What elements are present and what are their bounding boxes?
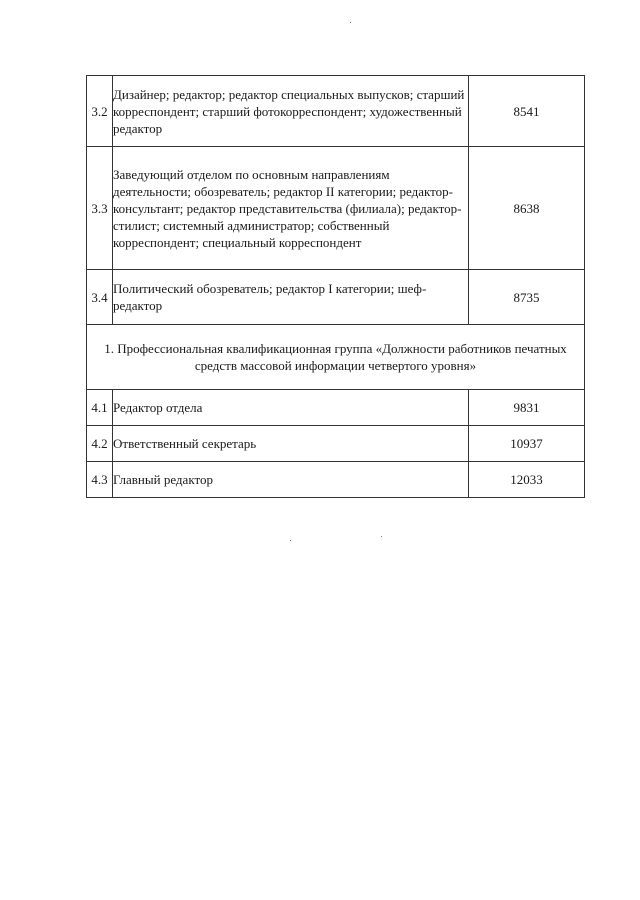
row-number: 4.1 [87, 390, 113, 426]
row-number: 3.3 [87, 147, 113, 270]
salary-value: 10937 [469, 426, 585, 462]
table-row [87, 462, 585, 498]
row-number: 4.3 [87, 462, 113, 498]
group-heading: 1. Профессиональная квалификационная группа «Должности работников печатных средств массовой информации четвертого уровня» [87, 325, 585, 390]
table-row [87, 390, 585, 426]
position-names: Ответственный секретарь [113, 426, 469, 462]
salary-value: 8541 [469, 76, 585, 147]
row-number: 3.4 [87, 270, 113, 325]
salary-table [86, 75, 585, 498]
scan-speck [350, 22, 351, 23]
position-names: Дизайнер; редактор; редактор специальных выпусков; старший корреспондент; старший фотокорреспондент; художественный редактор [113, 76, 469, 147]
row-number: 3.2 [87, 76, 113, 147]
scan-speck [381, 536, 382, 537]
table-row [87, 76, 585, 147]
salary-value: 9831 [469, 390, 585, 426]
row-number: 4.2 [87, 426, 113, 462]
scan-speck [290, 540, 291, 541]
salary-value: 8735 [469, 270, 585, 325]
position-names: Редактор отдела [113, 390, 469, 426]
position-names: Главный редактор [113, 462, 469, 498]
position-names: Заведующий отделом по основным направлениям деятельности; обозреватель; редактор II категории; редактор-консультант; редактор представительства (филиала); редактор-стилист; системный администратор; собственный корреспондент; специальный корреспондент [113, 147, 469, 270]
salary-value: 8638 [469, 147, 585, 270]
group-heading-row [87, 325, 585, 390]
table-row [87, 147, 585, 270]
position-names: Политический обозреватель; редактор I категории; шеф-редактор [113, 270, 469, 325]
salary-value: 12033 [469, 462, 585, 498]
table-row [87, 426, 585, 462]
table-row [87, 270, 585, 325]
